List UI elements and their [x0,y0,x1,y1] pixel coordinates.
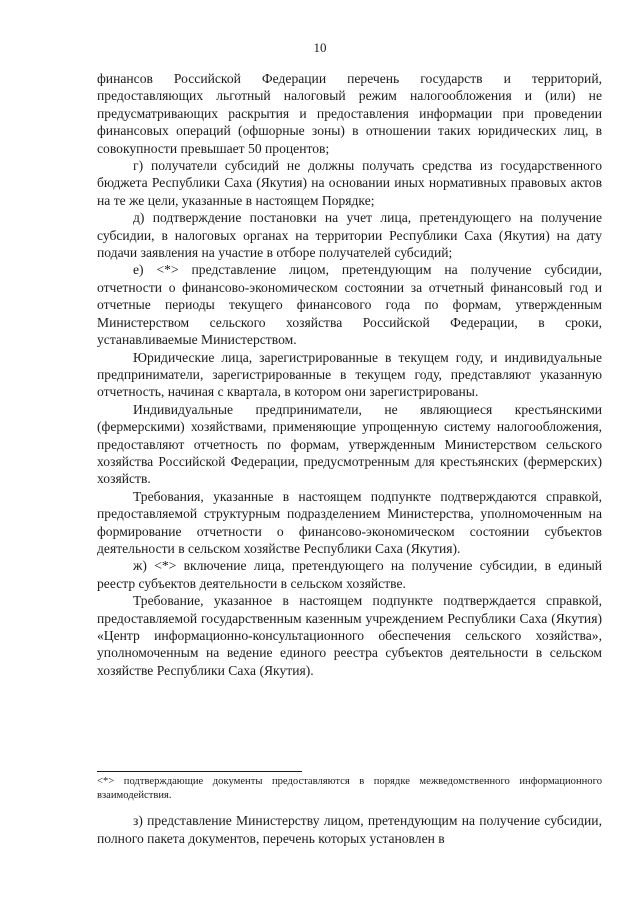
paragraph-continuation: финансов Российской Федерации перечень государств и территорий, предоставляющих льготный налоговый режим налогообложения и (или) не предусматривающих раскрытия и предоставления информации при проведении финансовых операций (офшорные зоны) в отношении таких юридических лиц, в совокупности превышает 50 процентов; [97,71,602,156]
paragraph-item-z: з) представление Министерству лицом, претендующим на получение субсидии, полного пакета документов, перечень которых установлен в [97,813,602,846]
paragraph-individual-entrepreneurs: Индивидуальные предприниматели, не являющиеся крестьянскими (фермерскими) хозяйствами, применяющие упрощенную систему налогообложения, предоставляют отчетность по формам, утвержденным Министерством сельского хозяйства Российской Федерации, предусмотренным для крестьянских (фермерских) хозяйств. [97,401,602,487]
document-body [97,70,602,679]
document-body-continued [97,812,602,847]
footnote-divider [97,771,302,772]
footnote: <*> подтверждающие документы предоставляются в порядке межведомственного информационного взаимодействия. [97,776,602,801]
paragraph-item-zh: ж) <*> включение лица, претендующего на получение субсидии, в единый реестр субъектов деятельности в сельском хозяйстве. [97,558,602,591]
page-number: 10 [313,40,327,55]
paragraph-requirement-zh: Требование, указанное в настоящем подпункте подтверждается справкой, предоставляемой государственным казенным учреждением Республики Саха (Якутия) «Центр информационно-консультационного обеспечения сельского хозяйства», уполномоченным на ведение единого реестра субъектов деятельности в сельском хозяйстве Республики Саха (Якутия). [97,593,602,678]
paragraph-legal-entities: Юридические лица, зарегистрированные в текущем году, и индивидуальные предприниматели, зарегистрированные в текущем году, представляют указанную отчетность, начиная с квартала, в котором они зарегистрированы. [97,349,602,400]
paragraph-requirements-e: Требования, указанные в настоящем подпункте подтверждаются справкой, предоставляемой структурным подразделением Министерства, уполномоченным на формирование отчетности о финансово-экономическом состоянии субъектов деятельности в сельском хозяйстве Республики Саха (Якутия). [97,488,602,556]
paragraph-item-e: е) <*> представление лицом, претендующим на получение субсидии, отчетности о финансово-экономическом состоянии за отчетный финансовый год и отчетные периоды текущего финансового года по формам, утвержденным Министерством сельского хозяйства Российской Федерации, в сроки, устанавливаемые Министерством. [97,262,602,348]
paragraph-item-d: д) подтверждение постановки на учет лица, претендующего на получение субсидии, в налоговых органах на территории Республики Саха (Якутия) на дату подачи заявления на участие в отборе получателей субсидий; [97,210,602,261]
paragraph-item-g: г) получатели субсидий не должны получать средства из государственного бюджета Республики Саха (Якутия) на основании иных нормативных правовых актов на те же цели, указанные в настоящем Порядке; [97,158,602,208]
